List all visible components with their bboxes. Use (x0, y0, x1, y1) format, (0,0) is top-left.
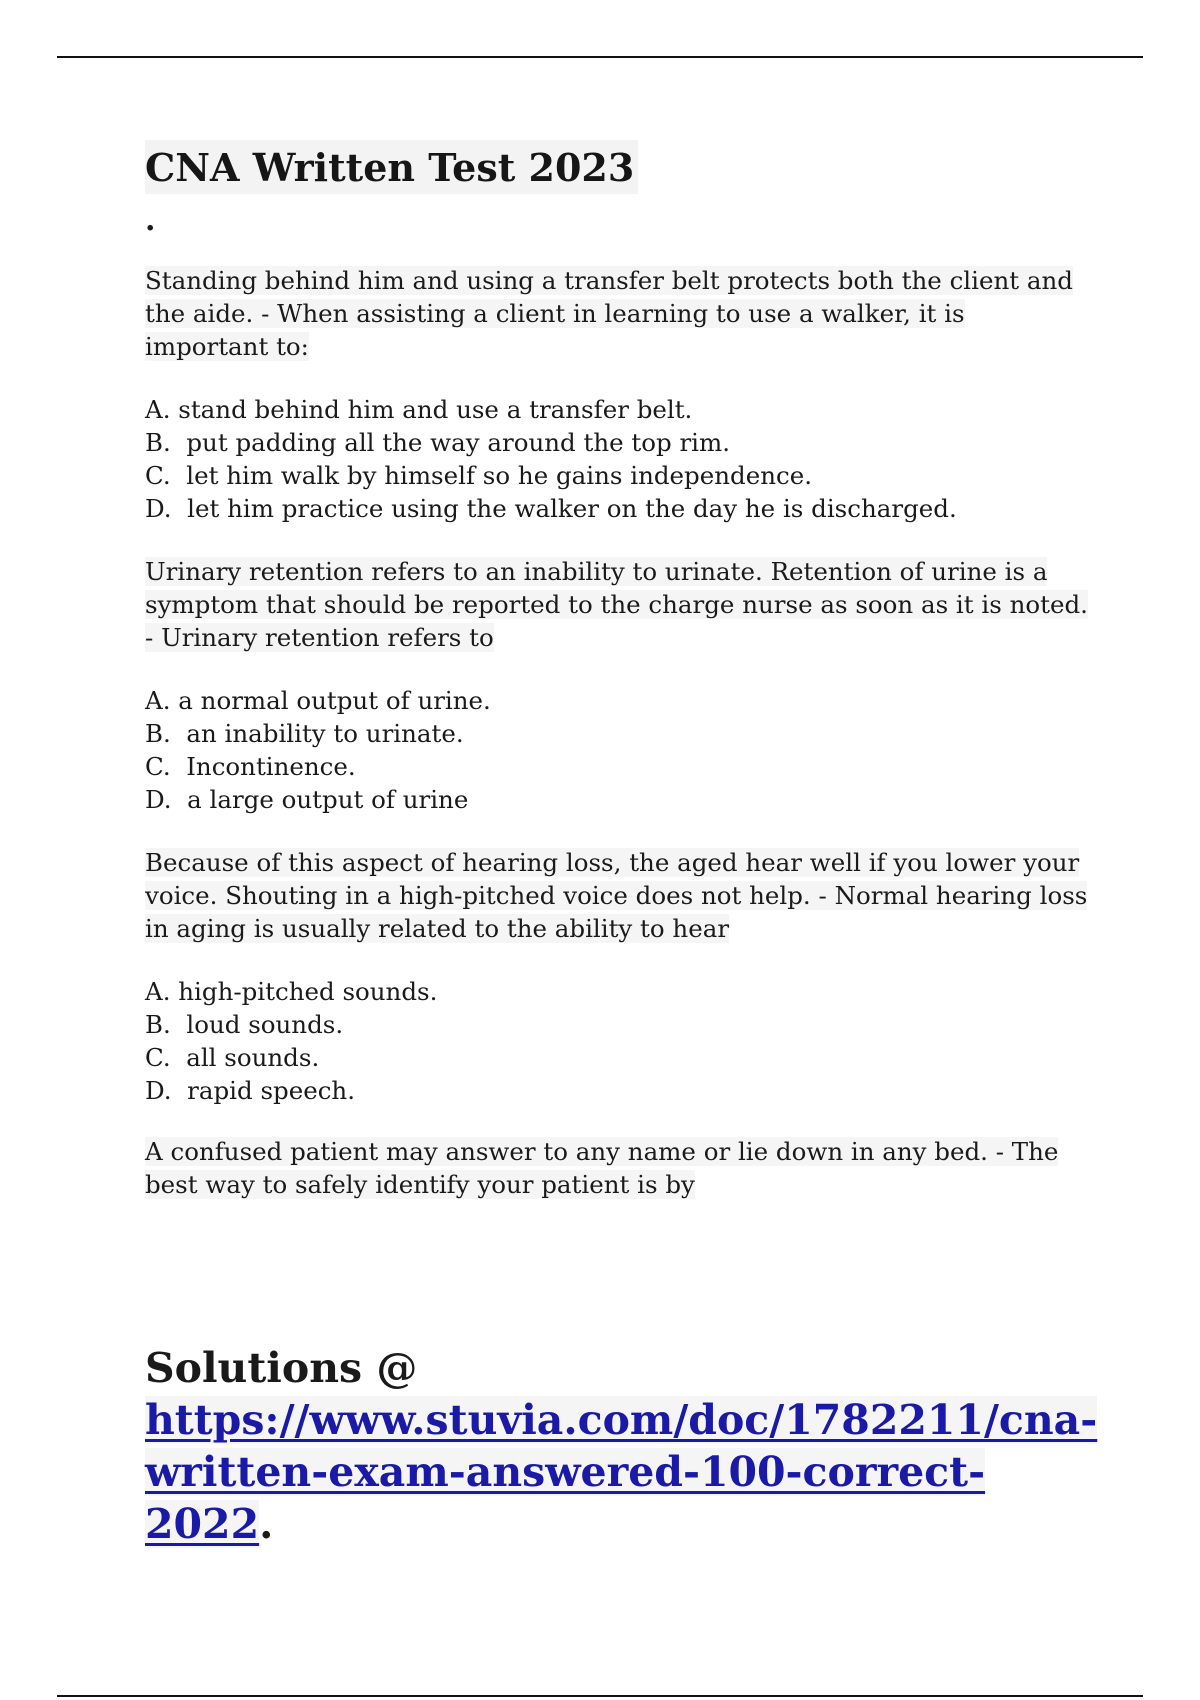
option-d: D. let him practice using the walker on the day he is discharged. (145, 493, 957, 523)
option-c: C. let him walk by himself so he gains independence. (145, 460, 812, 490)
question-text: Standing behind him and using a transfer belt protects both the client and the aide. - When assisting a client in learning to use a walker, it is important to: (145, 265, 1073, 361)
solutions-label: Solutions @ (145, 1344, 418, 1392)
option-a: A. stand behind him and use a transfer belt. (145, 394, 693, 424)
option-c: C. Incontinence. (145, 751, 356, 781)
question-block-4 (145, 1135, 1100, 1201)
document-title: CNA Written Test 2023 (145, 140, 638, 194)
option-b: B. an inability to urinate. (145, 718, 464, 748)
options-list (145, 975, 1100, 1107)
question-text: Because of this aspect of hearing loss, the aged hear well if you lower your voice. Shouting in a high-pitched voice does not help. - Normal hearing loss in aging is usually related to the ability to hear (145, 847, 1088, 943)
question-block-2 (145, 555, 1100, 816)
option-a: A. a normal output of urine. (145, 685, 491, 715)
option-a: A. high-pitched sounds. (145, 976, 438, 1006)
question-text: A confused patient may answer to any name or lie down in any bed. - The best way to safely identify your patient is by (145, 1136, 1059, 1199)
solutions-trailing-period: . (259, 1500, 274, 1548)
option-d: D. a large output of urine (145, 784, 469, 814)
solutions-section (145, 1342, 1105, 1550)
option-c: C. all sounds. (145, 1042, 320, 1072)
option-d: D. rapid speech. (145, 1075, 355, 1105)
option-b: B. loud sounds. (145, 1009, 344, 1039)
question-block-3 (145, 846, 1100, 1107)
top-rule (57, 56, 1143, 58)
solutions-link[interactable]: https://www.stuvia.com/doc/1782211/cna-written-exam-answered-100-correct-2022 (145, 1396, 1098, 1548)
bottom-rule (57, 1695, 1143, 1697)
options-list (145, 393, 1100, 525)
title-dot: . (145, 202, 156, 238)
question-block-1 (145, 264, 1100, 525)
options-list (145, 684, 1100, 816)
question-text: Urinary retention refers to an inability to urinate. Retention of urine is a symptom that should be reported to the charge nurse as soon as it is noted. - Urinary retention refers to (145, 556, 1088, 652)
option-b: B. put padding all the way around the top rim. (145, 427, 731, 457)
document-body (145, 140, 1100, 1201)
